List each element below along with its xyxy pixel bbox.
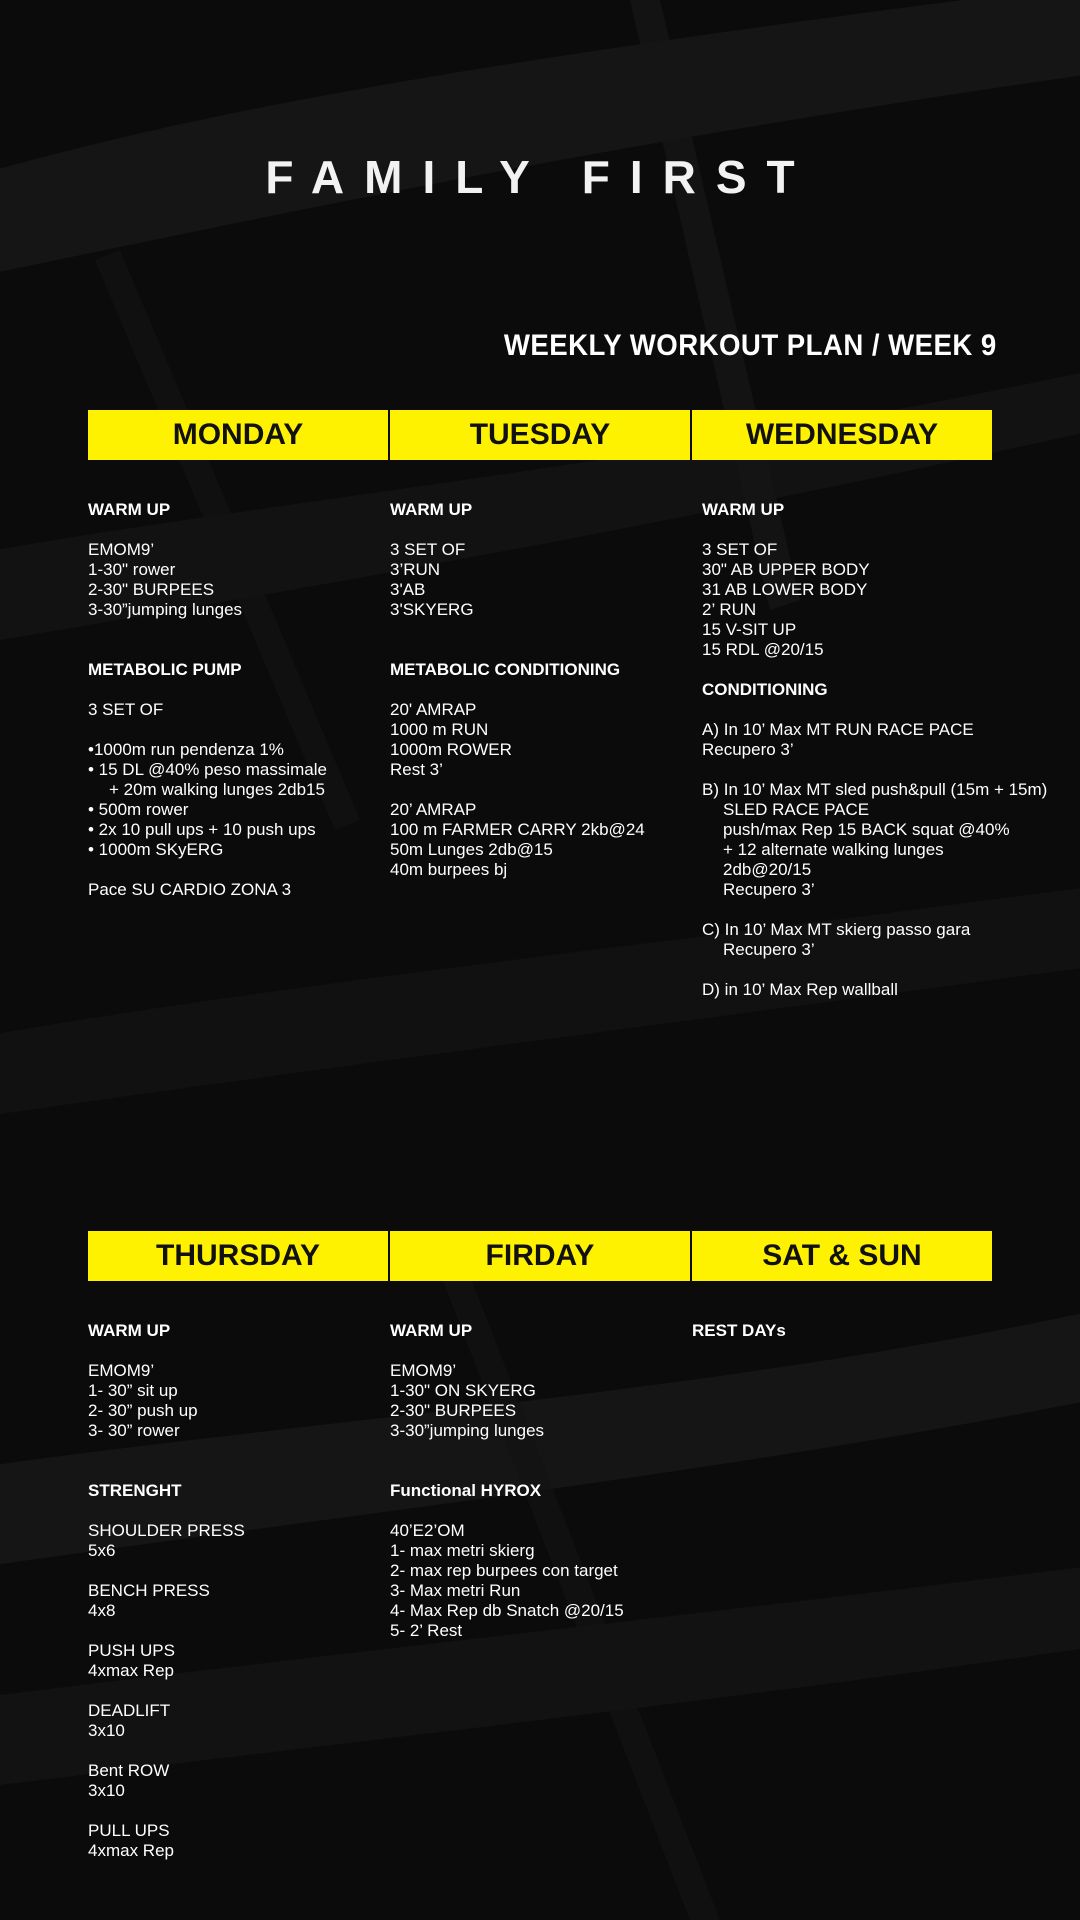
wednesday-c-line: Recupero 3’ xyxy=(723,940,815,959)
friday-block-line: 3- Max metri Run xyxy=(390,1581,521,1600)
wednesday-warmup-line: 15 RDL @20/15 xyxy=(702,640,824,659)
thursday-exercise-sets: 3x10 xyxy=(88,1721,125,1740)
thursday-exercise-name: PULL UPS xyxy=(88,1821,170,1840)
thursday-exercise-name: BENCH PRESS xyxy=(88,1581,210,1600)
friday-column xyxy=(390,1321,690,1641)
tuesday-block1-line: Rest 3’ xyxy=(390,760,443,779)
thursday-exercise-name: SHOULDER PRESS xyxy=(88,1521,245,1540)
day-header-tuesday: TUESDAY xyxy=(390,410,692,460)
tuesday-block1-line: 1000m ROWER xyxy=(390,740,512,759)
tuesday-section-title: METABOLIC CONDITIONING xyxy=(390,660,621,679)
friday-block-line: 4- Max Rep db Snatch @20/15 xyxy=(390,1601,624,1620)
brand-title: FAMILY FIRST xyxy=(265,151,815,203)
plan-subtitle: WEEKLY WORKOUT PLAN / WEEK 9 xyxy=(504,329,997,362)
wednesday-a-line: Recupero 3’ xyxy=(702,740,794,759)
friday-warmup-line: 1-30" ON SKYERG xyxy=(390,1381,536,1400)
friday-warmup-line: EMOM9’ xyxy=(390,1361,457,1380)
monday-section-title: METABOLIC PUMP xyxy=(88,660,242,679)
tuesday-block2-line: 50m Lunges 2db@15 xyxy=(390,840,553,859)
monday-warmup-line: 3-30”jumping lunges xyxy=(88,600,243,619)
friday-warmup-line: 2-30" BURPEES xyxy=(390,1401,517,1420)
wednesday-warmup-line: 30" AB UPPER BODY xyxy=(702,560,870,579)
monday-exercise-line: + 20m walking lunges 2db15 xyxy=(109,780,325,799)
wednesday-warmup-line: 3 SET OF xyxy=(702,540,778,559)
tuesday-block1-line: 1000 m RUN xyxy=(390,720,489,739)
tuesday-block2-line: 40m burpees bj xyxy=(390,860,508,879)
day-header-wednesday: WEDNESDAY xyxy=(692,410,992,460)
monday-exercise-line: • 500m rower xyxy=(88,800,189,819)
tuesday-warmup-line: 3'AB xyxy=(390,580,426,599)
monday-exercise-line: • 15 DL @40% peso massimale xyxy=(88,760,327,779)
friday-block-line: 2- max rep burpees con target xyxy=(390,1561,618,1580)
monday-warmup-line: EMOM9’ xyxy=(88,540,155,559)
wednesday-b-line: Recupero 3’ xyxy=(723,880,815,899)
friday-block-line: 5- 2’ Rest xyxy=(390,1621,463,1640)
tuesday-warmup-line: 3 SET OF xyxy=(390,540,466,559)
thursday-column xyxy=(88,1321,378,1861)
tuesday-warmup-title: WARM UP xyxy=(390,500,473,519)
thursday-warmup-line: 1- 30” sit up xyxy=(88,1381,178,1400)
friday-block-line: 1- max metri skierg xyxy=(390,1541,535,1560)
wednesday-b-line: 2db@20/15 xyxy=(723,860,812,879)
tuesday-warmup-line: 3'SKYERG xyxy=(390,600,474,619)
tuesday-block2-line: 100 m FARMER CARRY 2kb@24 xyxy=(390,820,645,839)
tuesday-warmup-line: 3’RUN xyxy=(390,560,441,579)
thursday-exercise-sets: 5x6 xyxy=(88,1541,116,1560)
monday-exercise-line: • 1000m SKyERG xyxy=(88,840,224,859)
thursday-exercise-sets: 4xmax Rep xyxy=(88,1841,174,1860)
wednesday-warmup-line: 15 V-SIT UP xyxy=(702,620,797,639)
friday-block-line: 40’E2’OM xyxy=(390,1521,465,1540)
monday-section-intro: 3 SET OF xyxy=(88,700,164,719)
wednesday-warmup-line: 31 AB LOWER BODY xyxy=(702,580,868,599)
thursday-warmup-title: WARM UP xyxy=(88,1321,171,1340)
wednesday-b-line: push/max Rep 15 BACK squat @40% xyxy=(723,820,1010,839)
day-header-thursday: THURSDAY xyxy=(88,1231,390,1281)
day-header-row-bottom xyxy=(88,1231,992,1281)
monday-exercise-line: •1000m run pendenza 1% xyxy=(88,740,284,759)
wednesday-d-line: D) in 10’ Max Rep wallball xyxy=(702,980,898,999)
monday-exercise-line: • 2x 10 pull ups + 10 push ups xyxy=(88,820,316,839)
friday-warmup-title: WARM UP xyxy=(390,1321,473,1340)
day-header-friday: FIRDAY xyxy=(390,1231,692,1281)
wednesday-a-line: A) In 10’ Max MT RUN RACE PACE xyxy=(702,720,974,739)
thursday-warmup-line: 3- 30” rower xyxy=(88,1421,180,1440)
wednesday-column xyxy=(702,500,1072,1000)
thursday-exercise-sets: 4xmax Rep xyxy=(88,1661,174,1680)
thursday-exercise-sets: 4x8 xyxy=(88,1601,116,1620)
monday-column xyxy=(88,500,378,900)
thursday-warmup-line: 2- 30” push up xyxy=(88,1401,198,1420)
friday-warmup-line: 3-30”jumping lunges xyxy=(390,1421,545,1440)
day-header-weekend: SAT & SUN xyxy=(692,1231,992,1281)
weekend-column xyxy=(692,1321,992,1341)
thursday-exercise-name: Bent ROW xyxy=(88,1761,170,1780)
wednesday-b-line: B) In 10’ Max MT sled push&pull (15m + 15m) xyxy=(702,780,1048,799)
tuesday-block2-line: 20’ AMRAP xyxy=(390,800,477,819)
thursday-exercise-sets: 3x10 xyxy=(88,1781,125,1800)
day-header-row-top xyxy=(88,410,992,460)
thursday-warmup-line: EMOM9’ xyxy=(88,1361,155,1380)
wednesday-c-line: C) In 10’ Max MT skierg passo gara xyxy=(702,920,971,939)
weekend-rest-title: REST DAYs xyxy=(692,1321,786,1340)
monday-warmup-line: 2-30" BURPEES xyxy=(88,580,215,599)
monday-warmup-title: WARM UP xyxy=(88,500,171,519)
wednesday-warmup-title: WARM UP xyxy=(702,500,785,519)
friday-section-title: Functional HYROX xyxy=(390,1481,542,1500)
day-header-monday: MONDAY xyxy=(88,410,390,460)
thursday-exercise-name: PUSH UPS xyxy=(88,1641,175,1660)
thursday-section-title: STRENGHT xyxy=(88,1481,182,1500)
tuesday-column xyxy=(390,500,690,880)
wednesday-section-title: CONDITIONING xyxy=(702,680,828,699)
tuesday-block1-line: 20' AMRAP xyxy=(390,700,477,719)
thursday-exercise-name: DEADLIFT xyxy=(88,1701,171,1720)
monday-warmup-line: 1-30" rower xyxy=(88,560,176,579)
wednesday-b-line: SLED RACE PACE xyxy=(723,800,870,819)
wednesday-warmup-line: 2’ RUN xyxy=(702,600,757,619)
monday-note: Pace SU CARDIO ZONA 3 xyxy=(88,880,292,899)
wednesday-b-line: + 12 alternate walking lunges xyxy=(723,840,944,859)
